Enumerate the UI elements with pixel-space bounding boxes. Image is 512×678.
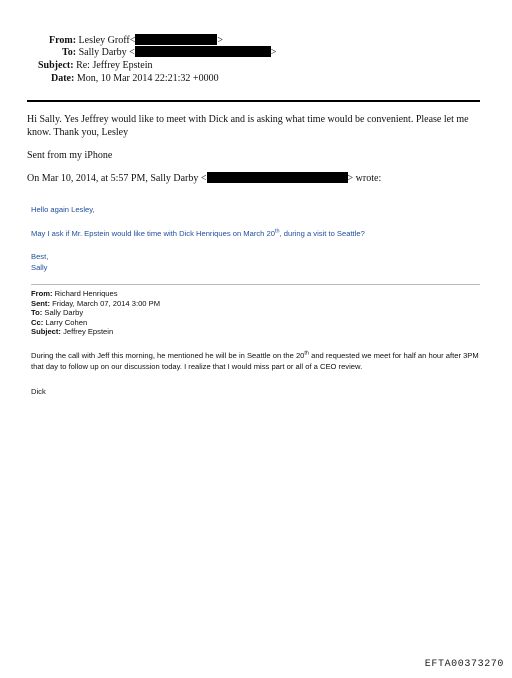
quoted-question: May I ask if Mr. Epstein would like time with Dick Henriques on March 20th, during a visit to Seattle? [31,228,365,238]
forwarded-to-row: To: Sally Darby [31,308,84,318]
header-to-label: To: [62,47,77,58]
header-subject-value: Re: Jeffrey Epstein [76,60,153,71]
header-divider [27,100,480,102]
forwarded-cc-row: Cc: Larry Cohen [31,317,88,327]
redaction-block [207,172,348,183]
header-subject-label: Subject: [38,60,74,71]
quoted-greeting: Hello again Lesley, [31,205,95,214]
forwarded-subject-row: Subject: Jeffrey Epstein [31,327,114,337]
forwarded-sent-row: Sent: Friday, March 07, 2014 3:00 PM [31,298,161,308]
header-from-label: From: [49,35,77,46]
header-date-value: Mon, 10 Mar 2014 22:21:32 +0000 [76,73,219,84]
redaction-block [135,46,271,57]
forwarded-from-row: From: Richard Henriques [31,289,118,298]
quoted-closing-1: Best, [31,252,49,261]
header-from-value: Lesley Groff [78,35,130,46]
header-date-row [51,72,219,85]
header-to-row: To: Sally Darby < > [62,47,277,58]
forwarded-header [31,289,160,337]
quote-intro: On Mar 10, 2014, at 5:57 PM, Sally Darby < > wrote: [27,173,382,184]
header-subject-row [38,59,153,72]
redaction-block [135,34,217,45]
header-from-row: From: Lesley Groff< > [49,35,223,46]
reply-text: Hi Sally. Yes Jeffrey would like to meet with Dick and is asking what time would be convenient. Please let me know. Thank you, Lesley [27,114,469,138]
forwarded-body: During the call with Jeff this morning, he mentioned he will be in Seattle on the 20th and requested we meet for half an hour after 3PM that day to follow up on our discussion today. I realize that I would miss part or all of a CEO review. [31,350,479,371]
forward-divider [31,284,480,285]
document-id: EFTA00373270 [424,659,504,670]
forwarded-signoff: Dick [31,387,46,396]
quoted-closing-2: Sally [31,263,48,272]
header-to-value: Sally Darby [78,47,127,58]
reply-signature: Sent from my iPhone [27,150,113,161]
header-date-label: Date: [51,73,75,84]
